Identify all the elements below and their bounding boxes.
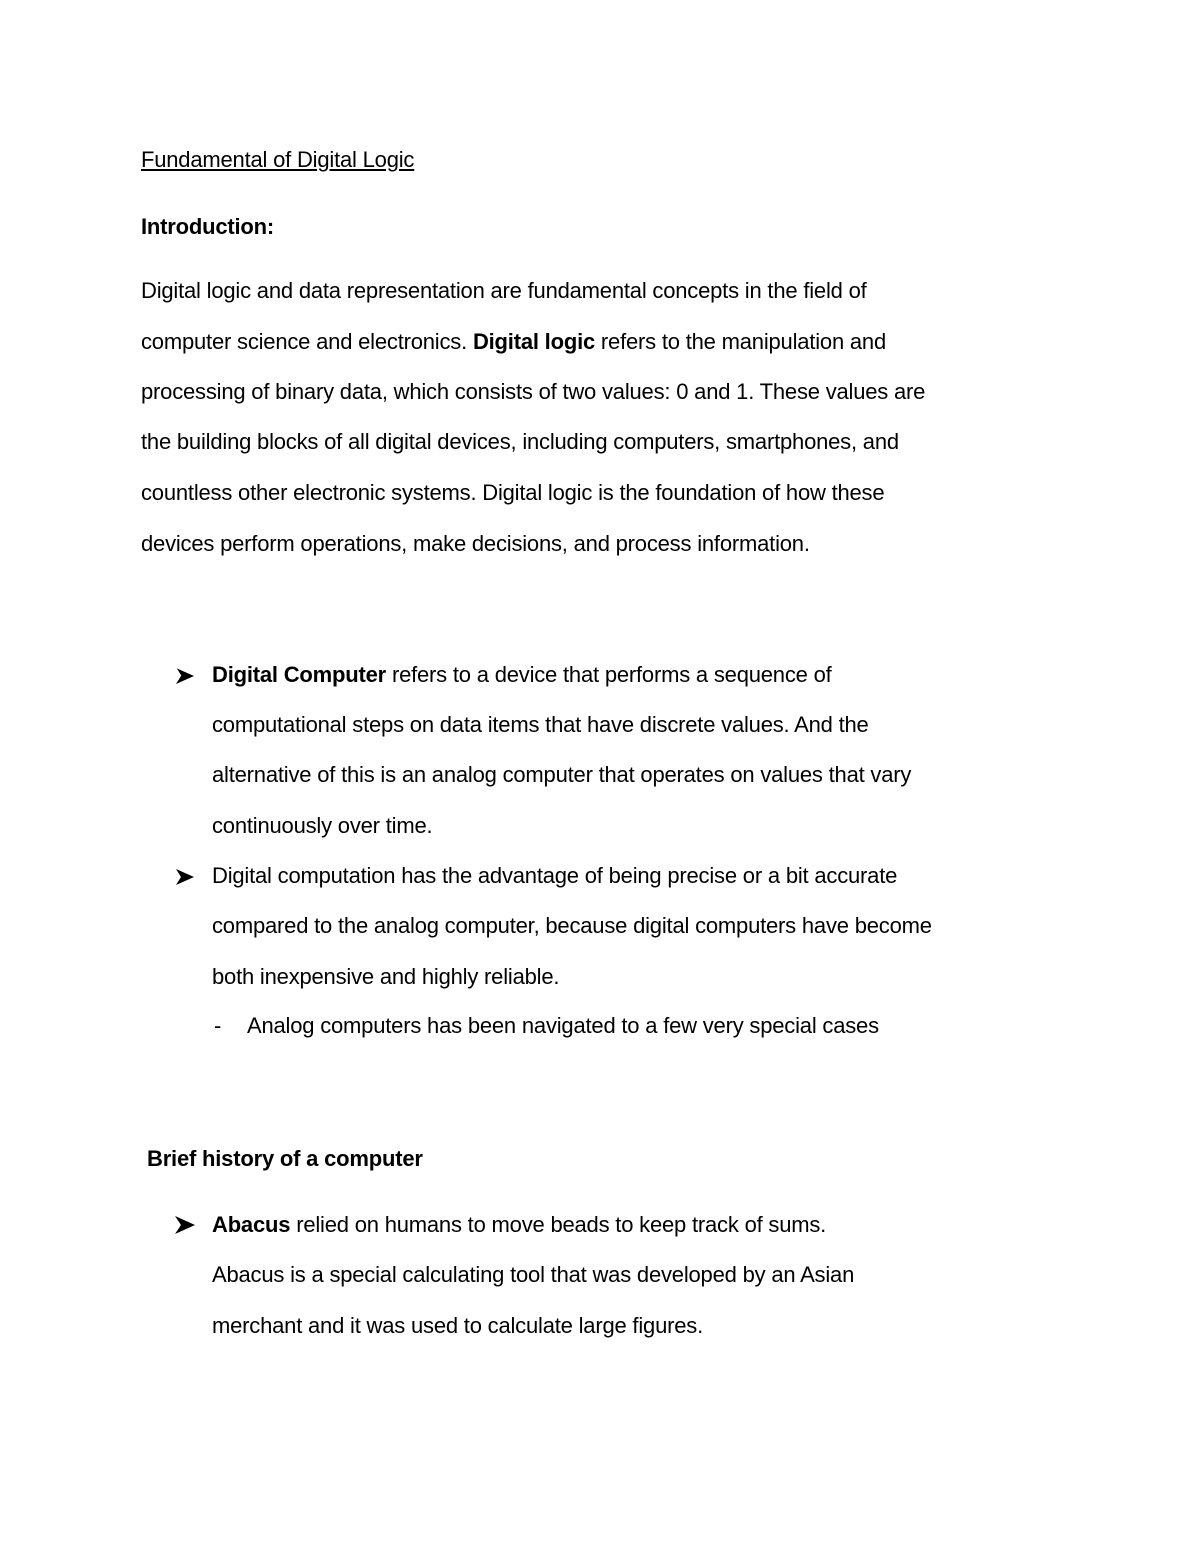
intro-line: Digital logic and data representation are fundamental concepts in the field of	[141, 278, 867, 303]
bullet-line	[212, 660, 832, 690]
bold-term: Abacus	[212, 1212, 291, 1237]
document-title: Fundamental of Digital Logic	[141, 147, 415, 172]
intro-line: processing of binary data, which consists of two values: 0 and 1. These values are	[141, 379, 926, 404]
intro-line: countless other electronic systems. Digital logic is the foundation of how these	[141, 480, 885, 505]
dash-marker: -	[214, 1013, 222, 1038]
intro-line: the building blocks of all digital devices, including computers, smartphones, and	[141, 429, 899, 454]
arrow-bullet-icon	[174, 866, 196, 888]
intro-heading: Introduction:	[141, 214, 275, 239]
bold-term: Digital logic	[472, 329, 596, 354]
bullet-line: compared to the analog computer, because digital computers have become	[212, 913, 932, 938]
bullet-line: Digital computation has the advantage of being precise or a bit accurate	[212, 863, 898, 888]
history-heading: Brief history of a computer	[147, 1146, 423, 1171]
text: computer science and electronics.	[141, 329, 473, 354]
text: refers to the manipulation and	[595, 329, 886, 354]
text: relied on humans to move beads to keep track of sums.	[290, 1212, 827, 1237]
history-line	[212, 1210, 826, 1240]
text: refers to a device that performs a sequence of	[386, 662, 832, 687]
bullet-line: both inexpensive and highly reliable.	[212, 964, 560, 989]
bullet-line: continuously over time.	[212, 813, 433, 838]
bold-term: Digital Computer	[212, 662, 387, 687]
bullet-line: alternative of this is an analog computer that operates on values that vary	[212, 762, 912, 787]
history-line: merchant and it was used to calculate large figures.	[212, 1313, 703, 1338]
intro-line: devices perform operations, make decisions, and process information.	[141, 531, 810, 556]
sub-bullet-line: Analog computers has been navigated to a few very special cases	[247, 1013, 879, 1038]
bullet-line: computational steps on data items that have discrete values. And the	[212, 712, 869, 737]
arrow-bullet-icon	[174, 665, 196, 687]
history-line: Abacus is a special calculating tool that was developed by an Asian	[212, 1262, 855, 1287]
arrow-bullet-icon	[174, 1214, 196, 1236]
intro-line	[141, 327, 886, 357]
